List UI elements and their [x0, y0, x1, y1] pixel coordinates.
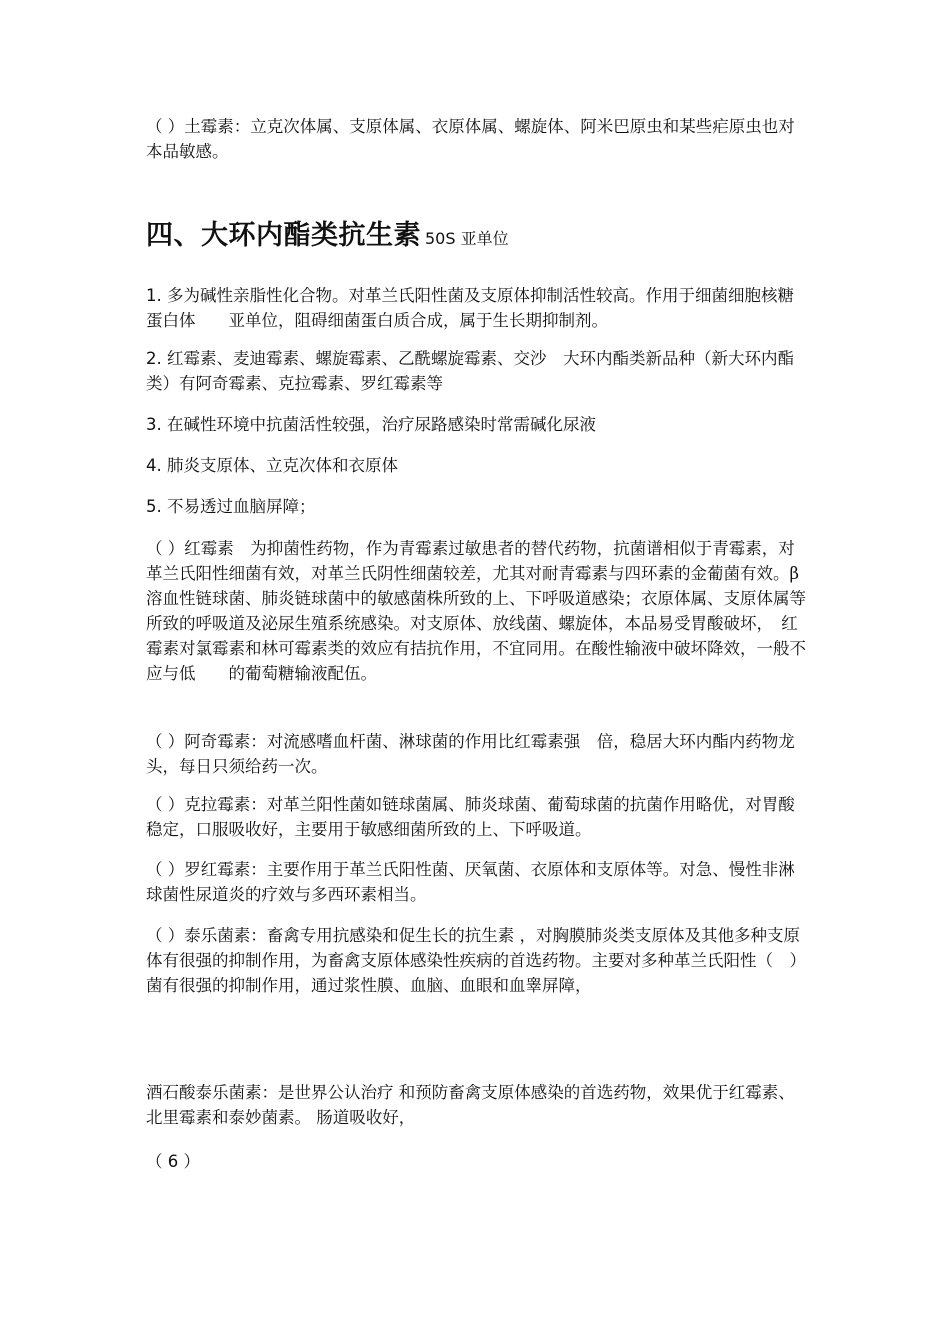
paragraph-luohongmeisu: （ ）罗红霉素：主要作用于革兰氏阳性菌、厌氧菌、衣原体和支原体等。对急、慢性非淋球菌性尿道炎的疗效与多西环素相当。	[146, 860, 795, 904]
footer-marker: （ 6 ）	[146, 1152, 200, 1171]
list-item-1	[146, 283, 810, 333]
list-item-2	[146, 346, 810, 396]
list-item-4	[146, 453, 810, 478]
list-item-number: 4.	[146, 456, 162, 475]
paragraph-aqimeisu: （ ）阿奇霉素：对流感嗜血杆菌、淋球菌的作用比红霉素强 倍，稳居大环内酯内药物龙头，每日只须给药一次。	[146, 732, 795, 776]
paragraph-jiushisuan: 酒石酸泰乐菌素：是世界公认治疗 和预防畜禽支原体感染的首选药物，效果优于红霉素、北里霉素和泰妙菌素。 肠道吸收好，	[146, 1083, 795, 1127]
list-item-number: 5.	[146, 497, 162, 516]
paragraph-tumeisu: （ ）土霉素：立克次体属、支原体属、衣原体属、螺旋体、阿米巴原虫和某些疟原虫也对本品敏感。	[146, 117, 795, 161]
paragraph-tailejunsu: （ ）泰乐菌素：畜禽专用抗感染和促生长的抗生素 ，对胸膜肺炎类支原体及其他多种支原体有很强的抑制作用，为畜禽支原体感染性疾病的首选药物。主要对多种革兰氏阳性（ ）菌有很强的抑制作用，通过浆性膜、血脑、血眼和血睾屏障，	[146, 926, 806, 995]
list-item-5	[146, 494, 810, 519]
section-title: 四、大环内酯类抗生素	[146, 220, 421, 251]
list-item-text: 红霉素、麦迪霉素、螺旋霉素、乙酰螺旋霉素、交沙 大环内酯类新品种（新大环内酯类）有阿奇霉素、克拉霉素、罗红霉素等	[146, 349, 794, 393]
paragraph-kelameisu: （ ）克拉霉素：对革兰阳性菌如链球菌属、肺炎球菌、葡萄球菌的抗菌作用略优，对胃酸稳定，口服吸收好，主要用于敏感细菌所致的上、下呼吸道。	[146, 795, 795, 839]
list-item-text: 多为碱性亲脂性化合物。对革兰氏阳性菌及支原体抑制活性较高。作用于细菌细胞核糖蛋白体 亚单位，阻碍细菌蛋白质合成，属于生长期抑制剂。	[146, 286, 794, 330]
list-item-text: 不易透过血脑屏障；	[167, 497, 316, 516]
list-item-number: 2.	[146, 349, 162, 368]
paragraph-hongmeisu: （ ）红霉素 为抑菌性药物，作为青霉素过敏患者的替代药物，抗菌谱相似于青霉素，对革兰氏阳性细菌有效，对革兰氏阴性细菌较差，尤其对耐青霉素与四环素的金葡菌有效。β 溶血性链球菌、肺炎链球菌中的敏感菌株所致的上、下呼吸道感染；衣原体属、支原体属等所致的呼吸道及泌尿生殖系统感染。对支原体、放线菌、螺旋体，本品易受胃酸破坏， 红霉素对氯霉素和林可霉素类的效应有拮抗作用，不宜同用。在酸性输液中破坏降效，一般不应与低 的葡萄糖输液配伍。	[146, 539, 806, 683]
list-item-text: 在碱性环境中抗菌活性较强，治疗尿路感染时常需碱化尿液	[167, 415, 596, 434]
section-heading	[146, 213, 509, 252]
list-item-3	[146, 412, 810, 437]
list-item-number: 3.	[146, 415, 162, 434]
list-item-number: 1.	[146, 286, 162, 305]
list-item-text: 肺炎支原体、立克次体和衣原体	[167, 456, 398, 475]
section-subtitle: 50S 亚单位	[425, 229, 509, 248]
